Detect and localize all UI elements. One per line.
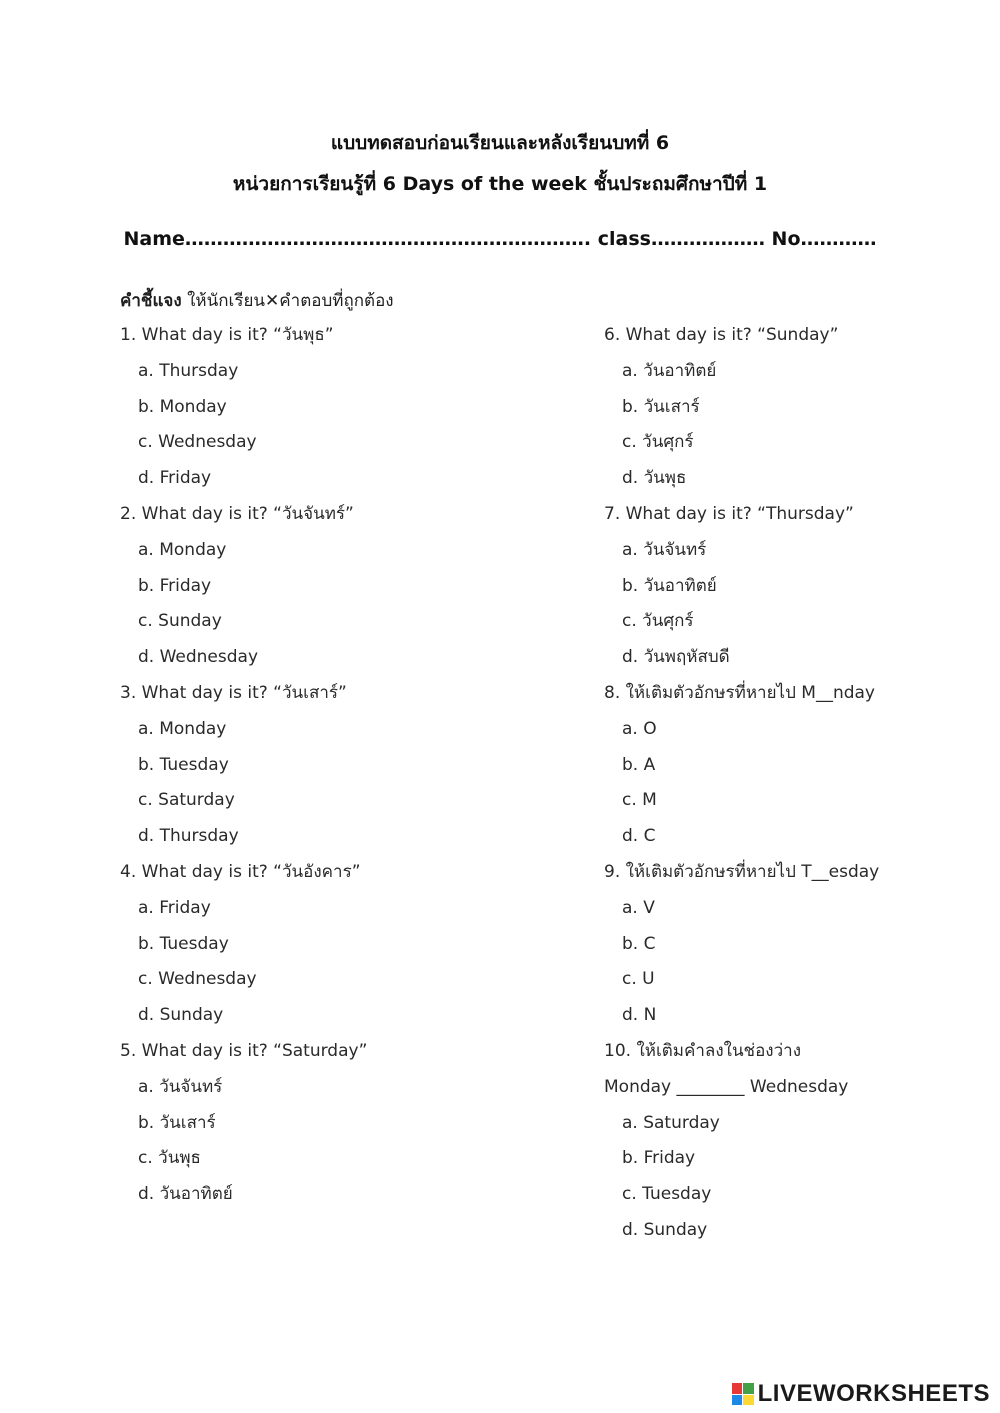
answer-option[interactable]: a. วันอาทิตย์ xyxy=(622,360,717,381)
answer-option[interactable]: c. Sunday xyxy=(138,611,222,632)
answer-option[interactable]: b. Tuesday xyxy=(138,754,229,775)
question-fill-blank: Monday ________ Wednesday xyxy=(604,1076,849,1097)
logo-square xyxy=(743,1383,754,1394)
answer-option[interactable]: b. C xyxy=(622,933,656,954)
answer-option[interactable]: a. Saturday xyxy=(622,1112,720,1133)
liveworksheets-logo-icon xyxy=(732,1383,754,1405)
answer-option[interactable]: c. วันพุธ xyxy=(138,1148,201,1169)
answer-option[interactable]: c. วันศุกร์ xyxy=(622,432,694,453)
instructions xyxy=(120,287,394,314)
answer-option[interactable]: b. Tuesday xyxy=(138,933,229,954)
worksheet-title: แบบทดสอบก่อนเรียนและหลังเรียนบทที่ 6 xyxy=(330,132,670,154)
question-text: 6. What day is it? “Sunday” xyxy=(604,325,839,345)
answer-option[interactable]: d. วันพุธ xyxy=(622,468,687,489)
logo-square xyxy=(732,1395,743,1406)
answer-option[interactable]: b. Friday xyxy=(622,1148,696,1169)
answer-option[interactable]: d. C xyxy=(622,826,656,847)
answer-option[interactable]: a. Monday xyxy=(138,718,227,739)
question-text: 8. ให้เติมตัวอักษรที่หายไป M__nday xyxy=(604,682,875,703)
logo-square xyxy=(732,1383,743,1394)
answer-option[interactable]: d. N xyxy=(622,1005,657,1026)
question-text: 1. What day is it? “วันพุธ” xyxy=(120,325,334,345)
question-text: 4. What day is it? “วันอังคาร” xyxy=(120,861,361,882)
answer-option[interactable]: b. วันเสาร์ xyxy=(138,1112,216,1133)
liveworksheets-branding xyxy=(732,1381,990,1407)
instructions-text: ให้นักเรียน✕คำตอบที่ถูกต้อง xyxy=(181,291,394,311)
answer-option[interactable]: c. วันศุกร์ xyxy=(622,611,694,632)
instructions-label: คำชี้แจง xyxy=(120,291,182,311)
answer-option[interactable]: d. Sunday xyxy=(622,1219,708,1240)
answer-option[interactable]: a. วันจันทร์ xyxy=(622,539,707,560)
answer-option[interactable]: d. Thursday xyxy=(138,826,239,847)
student-info-line: Name………………………………………………………. class……………… No………… xyxy=(123,228,877,250)
answer-option[interactable]: a. Monday xyxy=(138,539,227,560)
answer-option[interactable]: a. O xyxy=(622,718,657,739)
answer-option[interactable]: d. วันอาทิตย์ xyxy=(138,1184,233,1205)
answer-option[interactable]: d. Wednesday xyxy=(138,647,259,668)
answer-option[interactable]: c. Tuesday xyxy=(622,1184,712,1205)
answer-option[interactable]: a. Friday xyxy=(138,897,211,918)
answer-option[interactable]: d. Friday xyxy=(138,468,212,489)
answer-option[interactable]: a. วันจันทร์ xyxy=(138,1076,223,1097)
answer-option[interactable]: c. U xyxy=(622,969,655,990)
questions-right-column xyxy=(604,322,1000,1253)
answer-option[interactable]: c. Saturday xyxy=(138,790,235,811)
answer-option[interactable]: c. Wednesday xyxy=(138,432,257,453)
question-text: 7. What day is it? “Thursday” xyxy=(604,503,854,524)
answer-option[interactable]: a. V xyxy=(622,897,655,918)
question-text: 5. What day is it? “Saturday” xyxy=(120,1040,368,1061)
question-text: 3. What day is it? “วันเสาร์” xyxy=(120,682,347,703)
question-text: 10. ให้เติมคำลงในช่องว่าง xyxy=(604,1040,802,1061)
question-text: 9. ให้เติมตัวอักษรที่หายไป T__esday xyxy=(604,861,880,882)
worksheet-subtitle: หน่วยการเรียนรู้ที่ 6 Days of the week ชั้นประถมศึกษาปีที่ 1 xyxy=(232,173,768,195)
questions-left-column xyxy=(120,322,540,1217)
liveworksheets-wordmark: LIVEWORKSHEETS xyxy=(757,1380,990,1407)
answer-option[interactable]: c. M xyxy=(622,790,657,811)
answer-option[interactable]: b. วันเสาร์ xyxy=(622,396,700,417)
answer-option[interactable]: b. วันอาทิตย์ xyxy=(622,575,717,596)
answer-option[interactable]: d. Sunday xyxy=(138,1005,224,1026)
answer-option[interactable]: b. Monday xyxy=(138,396,227,417)
answer-option[interactable]: a. Thursday xyxy=(138,360,239,381)
answer-option[interactable]: d. วันพฤหัสบดี xyxy=(622,647,730,668)
logo-square xyxy=(743,1395,754,1406)
answer-option[interactable]: b. A xyxy=(622,754,656,775)
answer-option[interactable]: b. Friday xyxy=(138,575,212,596)
answer-option[interactable]: c. Wednesday xyxy=(138,969,257,990)
question-text: 2. What day is it? “วันจันทร์” xyxy=(120,503,354,524)
